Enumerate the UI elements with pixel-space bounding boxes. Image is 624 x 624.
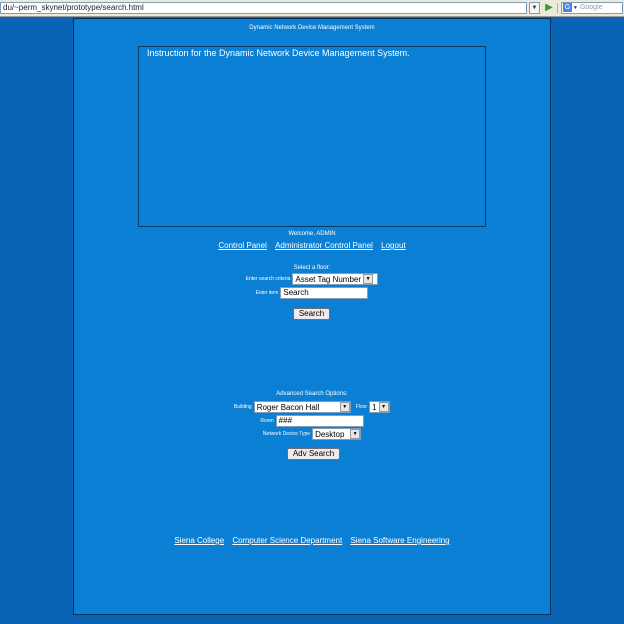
instructions-box xyxy=(138,46,486,227)
logout-link[interactable]: Logout xyxy=(381,241,406,250)
room-label: Room xyxy=(260,418,274,424)
search-button[interactable]: Search xyxy=(293,308,330,320)
building-select[interactable] xyxy=(254,401,351,413)
criteria-label: Enter search criteria xyxy=(245,276,291,282)
siena-college-link[interactable]: Siena College xyxy=(174,536,225,545)
building-value: Roger Bacon Hall xyxy=(256,402,320,412)
page-panel xyxy=(73,18,551,615)
room-input[interactable]: ### xyxy=(276,415,364,427)
device-type-label: Network Device Type xyxy=(262,431,311,437)
criteria-row xyxy=(74,273,550,285)
criteria-value: Asset Tag Number xyxy=(295,274,362,284)
chevron-down-icon[interactable]: ▼ xyxy=(379,402,389,412)
toolbar-separator xyxy=(557,3,558,13)
floor-label: Floor xyxy=(355,404,368,410)
device-type-row xyxy=(74,428,550,440)
advanced-search-heading: Advanced Search Options: xyxy=(276,391,348,397)
browser-toolbar xyxy=(0,0,624,17)
cs-department-link[interactable]: Computer Science Department xyxy=(232,536,343,545)
software-engineering-link[interactable]: Siena Software Engineering xyxy=(350,536,450,545)
building-row xyxy=(74,401,550,413)
device-type-select[interactable] xyxy=(312,428,361,440)
admin-control-panel-link[interactable]: Administrator Control Panel xyxy=(275,241,373,250)
device-type-value: Desktop xyxy=(315,429,345,439)
footer-links xyxy=(74,536,550,545)
address-dropdown-icon[interactable]: ▼ xyxy=(529,2,540,14)
chevron-down-icon[interactable]: ▼ xyxy=(363,274,373,284)
criteria-select[interactable] xyxy=(292,273,378,285)
search-item-input[interactable]: Search xyxy=(280,287,368,299)
room-row xyxy=(74,415,550,427)
floor-select[interactable] xyxy=(369,401,390,413)
chevron-down-icon[interactable]: ▼ xyxy=(350,429,360,439)
address-bar[interactable]: du/~perm_skynet/prototype/search.html xyxy=(0,2,527,14)
page-title: Dynamic Network Device Management System xyxy=(249,25,375,31)
control-panel-link[interactable]: Control Panel xyxy=(218,241,267,250)
instructions-text: Instruction for the Dynamic Network Device Management System. xyxy=(147,48,410,58)
google-icon[interactable]: G xyxy=(564,4,571,11)
adv-search-button[interactable]: Adv Search xyxy=(287,448,340,460)
chevron-down-icon[interactable]: ▼ xyxy=(340,402,350,412)
chevron-down-icon[interactable]: ▼ xyxy=(573,5,578,11)
floor-value: 1 xyxy=(372,402,377,412)
select-floor-label: Select a floor: xyxy=(293,265,331,271)
building-label: Building xyxy=(233,404,252,410)
nav-links xyxy=(74,241,550,250)
play-arrow-icon[interactable]: ▶ xyxy=(545,2,553,13)
item-label: Enter item xyxy=(255,290,279,296)
welcome-text: Welcome, ADMIN xyxy=(288,231,336,237)
browser-search-placeholder: Google xyxy=(579,4,603,11)
item-row xyxy=(74,287,550,299)
browser-search-input[interactable] xyxy=(561,2,623,14)
